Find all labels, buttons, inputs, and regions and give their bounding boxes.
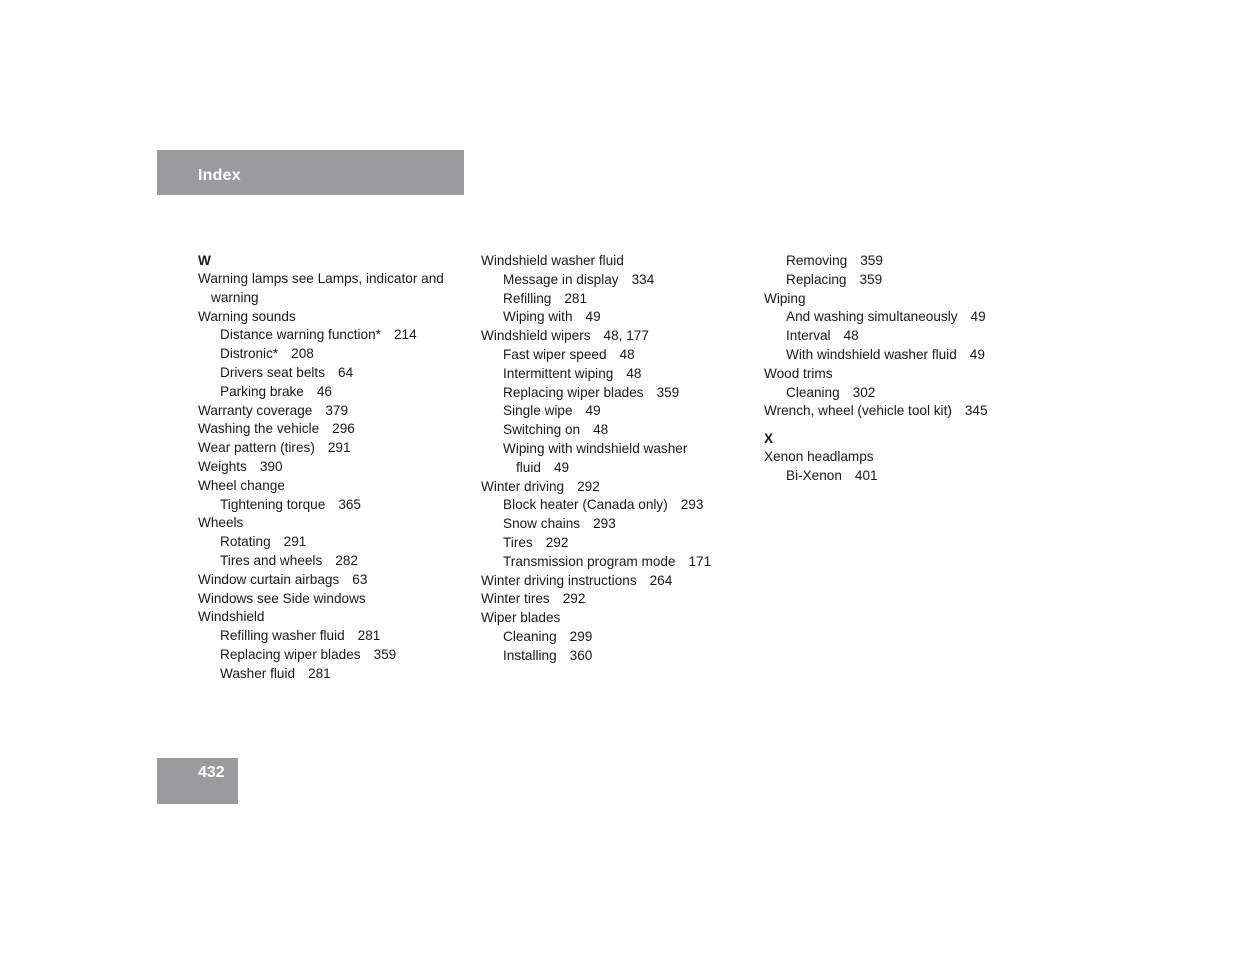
index-entry-text: Bi-Xenon: [786, 467, 842, 483]
index-page-reference: 293: [593, 516, 616, 532]
index-entry: [198, 420, 473, 439]
index-subentry: [764, 467, 1024, 486]
index-subentry: [198, 533, 473, 552]
index-entry-text: Cleaning: [786, 384, 840, 400]
index-page-reference: 390: [259, 458, 283, 474]
index-entry: [198, 439, 473, 458]
index-page-reference: 49: [585, 403, 601, 419]
index-page-reference: 401: [854, 467, 878, 483]
index-page-reference: 48: [619, 346, 635, 362]
index-page-reference: 214: [393, 327, 417, 343]
index-entry-text: Windshield wipers: [481, 328, 591, 344]
index-entry-text: Warning sounds: [198, 308, 296, 324]
index-entry-text: And washing simultaneously: [786, 309, 958, 325]
index-entry: [481, 609, 756, 628]
index-entry: [198, 514, 473, 533]
index-entry-text: Message in display: [503, 271, 619, 287]
index-entry-text: Winter driving instructions: [481, 572, 637, 588]
index-entry-text: Windshield: [198, 609, 265, 625]
index-entry-text: X: [764, 431, 774, 447]
index-entry-text: Distronic*: [220, 346, 279, 362]
index-page-reference: 291: [283, 534, 307, 550]
index-entry-text: Wheel change: [198, 477, 285, 493]
index-entry-text: Cleaning: [503, 628, 557, 644]
index-page-reference: 365: [338, 496, 361, 512]
index-page-reference: 345: [964, 403, 988, 419]
index-page-reference: 292: [545, 534, 569, 550]
index-page-reference: 281: [357, 628, 381, 644]
index-column-3: [764, 252, 1024, 486]
index-subentry: [764, 308, 1024, 327]
index-page-reference: 293: [680, 497, 704, 513]
index-entry-text: Interval: [786, 328, 831, 344]
index-page-reference: 63: [352, 571, 368, 587]
index-page-reference: 281: [564, 290, 588, 306]
index-subentry: [481, 496, 756, 515]
index-page-reference: 359: [860, 253, 883, 268]
index-entry: [481, 252, 756, 271]
index-subentry: [198, 364, 473, 383]
spacer: [764, 421, 1024, 430]
index-subentry: [764, 346, 1024, 365]
index-subentry: [198, 496, 473, 515]
index-page-reference: 48: [626, 365, 642, 381]
index-entry: [764, 448, 1024, 467]
index-subentry: [198, 665, 473, 684]
index-page-reference: 64: [338, 364, 354, 380]
index-entry-text: Removing: [786, 253, 848, 268]
index-page-reference: 49: [969, 346, 985, 362]
index-page-reference: 302: [852, 384, 876, 400]
index-entry: [198, 608, 473, 627]
index-entry-text: Drivers seat belts: [220, 364, 326, 380]
index-entry-text: Tires and wheels: [220, 552, 323, 568]
index-subentry: [764, 271, 1024, 290]
index-subentry: [481, 628, 756, 647]
index-page-reference: 264: [649, 572, 673, 588]
index-entry-text: Replacing: [786, 271, 847, 287]
index-page-reference: 359: [859, 271, 883, 287]
index-subentry: [481, 346, 756, 365]
index-entry-text: Single wipe: [503, 403, 573, 419]
index-entry-text: Wood trims: [764, 365, 833, 381]
index-entry-text: Wiper blades: [481, 610, 561, 626]
index-entry-text: Window curtain airbags: [198, 571, 340, 587]
index-entry-text: Winter driving: [481, 478, 565, 494]
index-entry-text: Wiping with: [503, 309, 573, 325]
section-header-bar: [157, 150, 464, 195]
index-entry-text: Rotating: [220, 534, 271, 550]
index-subentry: [198, 383, 473, 402]
index-page-reference: 282: [335, 552, 358, 568]
index-entry-text: Windshield washer fluid: [481, 253, 624, 268]
index-entry-text: Wrench, wheel (vehicle tool kit): [764, 403, 952, 419]
index-subentry: [764, 327, 1024, 346]
index-entry-text: warning: [211, 289, 259, 305]
index-entry-text: Block heater (Canada only): [503, 497, 668, 513]
index-entry: [481, 572, 756, 591]
index-page-reference: 292: [577, 478, 600, 494]
index-letter-heading: [764, 430, 1024, 448]
index-subentry: [481, 271, 756, 290]
index-page-reference: 48: [593, 422, 609, 438]
index-entry-text: Replacing wiper blades: [503, 384, 644, 400]
index-subentry: [198, 552, 473, 571]
index-page-reference: 49: [970, 309, 986, 325]
index-entry-continuation: [198, 289, 473, 308]
index-page-reference: 208: [291, 346, 314, 362]
index-page-reference: 49: [585, 309, 601, 325]
index-page-reference: 359: [373, 646, 397, 662]
index-subentry: [481, 440, 756, 459]
index-entry-text: Refilling washer fluid: [220, 628, 345, 644]
index-entry: [481, 590, 756, 609]
index-entry-text: Intermittent wiping: [503, 365, 614, 381]
index-entry-text: Distance warning function*: [220, 327, 381, 343]
index-page-reference: 334: [631, 271, 655, 287]
index-subentry: [481, 402, 756, 421]
index-page-reference: 299: [569, 628, 593, 644]
index-page-reference: 171: [688, 553, 712, 569]
index-entry: [198, 308, 473, 327]
index-page-reference: 48, 177: [603, 328, 649, 344]
index-entry-text: Transmission program mode: [503, 553, 676, 569]
index-entry-text: Washing the vehicle: [198, 421, 320, 437]
index-page-reference: 281: [308, 665, 331, 681]
index-subentry: [481, 515, 756, 534]
index-entry-text: W: [198, 253, 211, 268]
index-entry-text: Warning lamps see Lamps, indicator and: [198, 271, 444, 286]
index-page-reference: 379: [325, 402, 349, 418]
index-entry-text: Xenon headlamps: [764, 449, 874, 465]
index-entry-text: Wheels: [198, 515, 244, 531]
index-subentry: [764, 252, 1024, 271]
index-entry: [764, 402, 1024, 421]
index-entry-text: With windshield washer fluid: [786, 346, 957, 362]
index-entry: [198, 402, 473, 421]
page-number: 432: [198, 764, 225, 781]
index-entry-text: Switching on: [503, 422, 581, 438]
section-title: Index: [198, 167, 241, 184]
index-entry: [481, 478, 756, 497]
page-number-box: [157, 758, 238, 804]
index-entry-text: fluid: [516, 459, 541, 475]
index-letter-heading: [198, 252, 473, 270]
index-subentry: [481, 553, 756, 572]
index-entry-text: Parking brake: [220, 383, 304, 399]
index-entry-text: Wiping with windshield washer: [503, 440, 688, 456]
index-subentry: [481, 534, 756, 553]
index-entry-text: Wiping: [764, 290, 806, 306]
index-subentry: [481, 421, 756, 440]
index-entry-text: Wear pattern (tires): [198, 440, 315, 456]
index-subentry: [198, 646, 473, 665]
index-entry-text: Warranty coverage: [198, 402, 313, 418]
index-subentry: [481, 365, 756, 384]
index-subentry: [481, 647, 756, 666]
index-page-reference: 49: [553, 459, 570, 475]
index-page-reference: 48: [843, 328, 859, 344]
index-entry: [481, 327, 756, 346]
index-entry-text: Winter tires: [481, 591, 550, 607]
index-column-1: [198, 252, 473, 684]
index-subentry: [198, 326, 473, 345]
index-entry: [198, 458, 473, 477]
index-subentry: [481, 308, 756, 327]
index-entry-text: Windows see Side windows: [198, 590, 366, 606]
index-entry-text: Weights: [198, 458, 247, 474]
index-entry-text: Washer fluid: [220, 665, 296, 681]
index-subentry: [198, 345, 473, 364]
index-entry: [198, 477, 473, 496]
index-subentry: [764, 384, 1024, 403]
index-page-reference: 360: [569, 647, 593, 663]
index-entry-text: Installing: [503, 647, 557, 663]
index-entry: [764, 290, 1024, 309]
index-entry-text: Tightening torque: [220, 496, 326, 512]
index-entry-text: Tires: [503, 534, 533, 550]
index-subentry: [481, 290, 756, 309]
index-entry-text: Fast wiper speed: [503, 346, 607, 362]
index-entry-continuation: [481, 459, 756, 478]
index-entry: [198, 270, 473, 289]
index-entry: [198, 571, 473, 590]
index-entry-text: Replacing wiper blades: [220, 646, 361, 662]
index-entry-text: Refilling: [503, 290, 552, 306]
index-subentry: [481, 384, 756, 403]
index-entry: [198, 590, 473, 609]
index-page-reference: 292: [562, 591, 586, 607]
index-page-reference: 46: [316, 383, 332, 399]
index-page-reference: 296: [332, 421, 355, 437]
index-entry: [764, 365, 1024, 384]
index-page-reference: 359: [656, 384, 680, 400]
index-entry-text: Snow chains: [503, 516, 581, 532]
index-column-2: [481, 252, 756, 666]
index-subentry: [198, 627, 473, 646]
index-page-reference: 291: [327, 440, 351, 456]
